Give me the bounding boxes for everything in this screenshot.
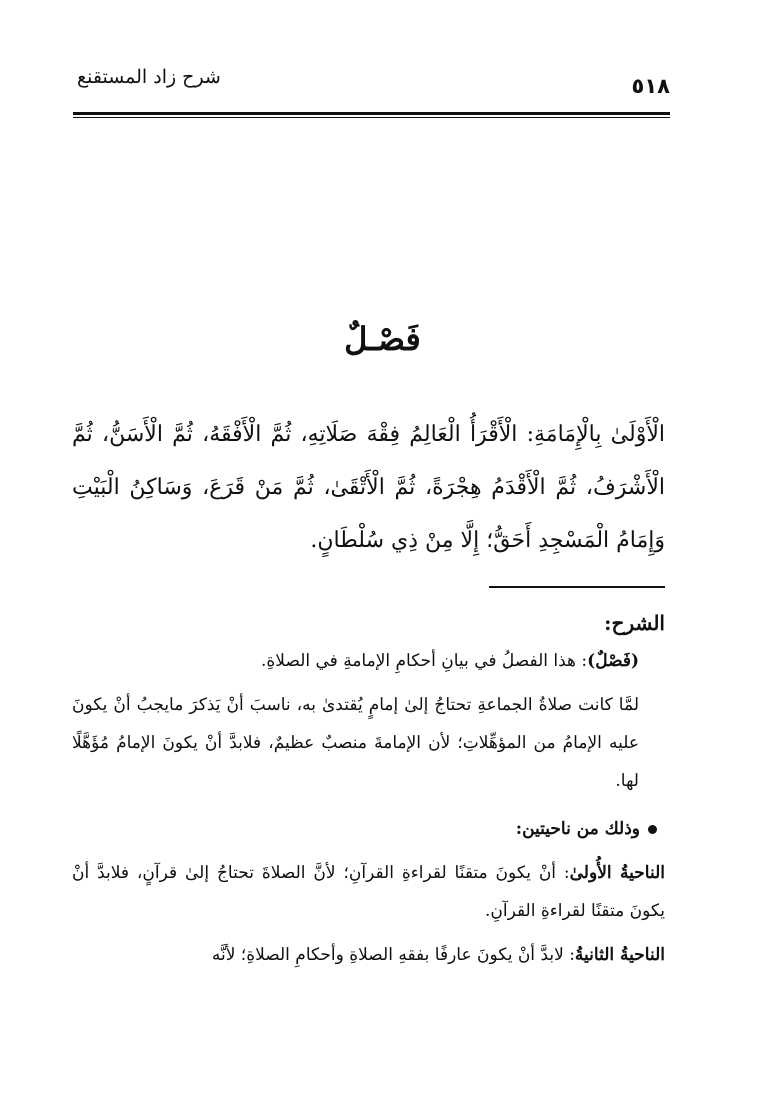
commentary-body — [72, 604, 665, 974]
paragraph-imamate: لمَّا كانت صلاةُ الجماعةِ تحتاجُ إلىٰ إمامٍ يُقتدىٰ به، ناسبَ أنْ يَذكرَ مايجبُ أنْ يكونَ عليه الإمامُ من المؤهِّلاتِ؛ لأن الإمامةَ منصبٌ عظيمٌ، فلابدَّ أنْ يكونَ الإمامُ مُؤَهَّلًا لها. — [72, 695, 639, 791]
intro-keyword: (فَصْلٌ) — [587, 651, 639, 671]
section-heading: فَصْـلٌ — [344, 320, 421, 358]
first-aspect-title: الناحيةُ الأُولىٰ — [569, 863, 665, 883]
bullet-text: وذلك من ناحيتين: — [515, 819, 640, 839]
page-header — [75, 66, 670, 106]
page-number: ٥١٨ — [631, 74, 670, 98]
first-aspect-text: : أنْ يكونَ متقنًا لقراءةِ القرآنِ؛ لأنَّ الصلاةَ تحتاجُ إلىٰ قرآنٍ، فلابدَّ أنْ يكونَ متقنًا لقراءةِ القرآنِ. — [72, 863, 665, 921]
paragraph-second-aspect — [72, 936, 665, 974]
bullet-item — [72, 810, 665, 848]
bullet-icon — [648, 825, 657, 834]
intro-text: : هذا الفصلُ في بيانِ أحكامِ الإمامةِ في الصلاةِ. — [261, 651, 588, 671]
section-separator — [489, 586, 665, 588]
paragraph-intro — [72, 642, 665, 680]
running-title: شرح زاد المستقنع — [77, 66, 221, 88]
commentary-heading: الشرح: — [604, 611, 665, 635]
second-aspect-title: الناحيةُ الثانيةُ — [574, 945, 665, 965]
matn-text: الْأَوْلَىٰ بِالْإِمَامَةِ: الْأَقْرَأُ الْعَالِمُ فِقْهَ صَلَاتِهِ، ثُمَّ الْأَفْقَهُ، ثُمَّ الْأَسَنُّ، ثُمَّ الْأَشْرَفُ، ثُمَّ الْأَقْدَمُ هِجْرَةً، ثُمَّ الْأَتْقَىٰ، ثُمَّ مَنْ قَرَعَ، وَسَاكِنُ الْبَيْتِ وَإِمَامُ الْمَسْجِدِ أَحَقُّ؛ إِلَّا مِنْ ذِي سُلْطَانٍ. — [72, 422, 665, 553]
paragraph-first-aspect — [72, 854, 665, 930]
header-rule-thick — [73, 112, 670, 115]
second-aspect-text: : لابدَّ أنْ يكونَ عارفًا بفقهِ الصلاةِ وأحكامِ الصلاةِ؛ لأنَّه — [211, 945, 575, 965]
header-rule-thin — [73, 117, 670, 118]
